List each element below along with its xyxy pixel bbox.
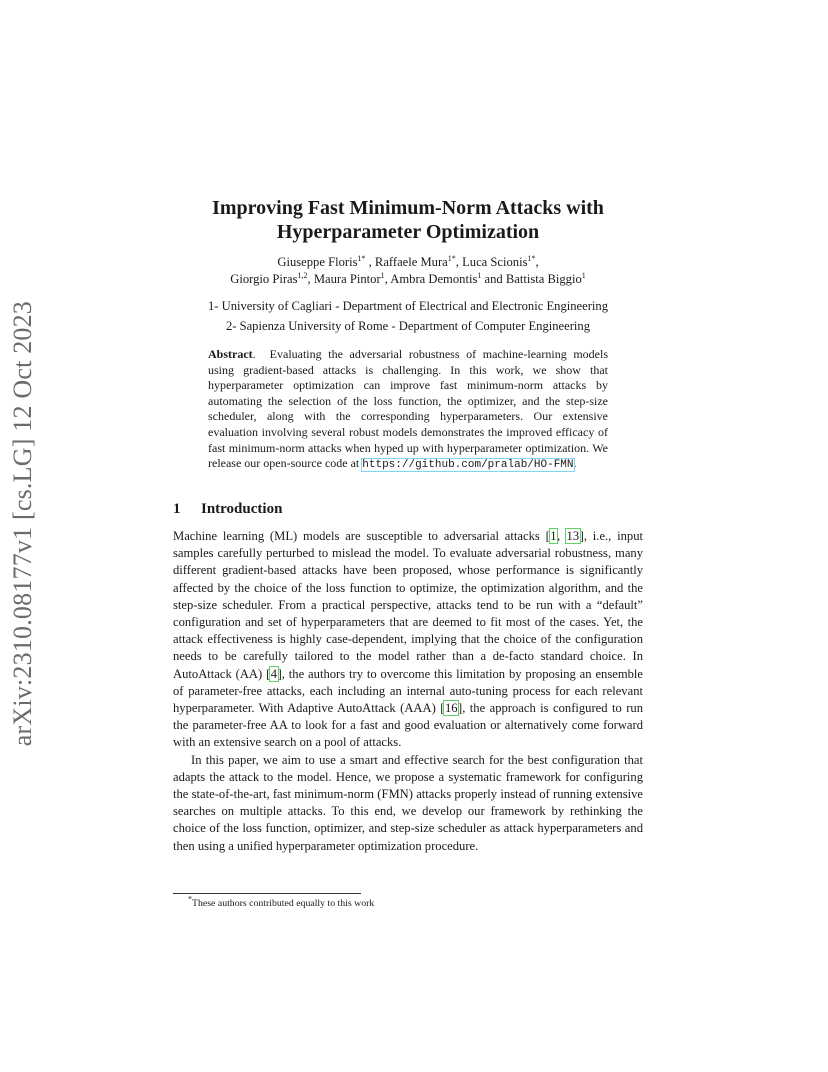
paragraph-1 xyxy=(173,528,643,752)
paragraph-text: ], the authors try to overcome this limitation by proposing an ensemble of parameter-free attacks, each including an internal auto-tuning process for each relevant hyperparameter. With Adaptive AutoAttack (AAA) [ xyxy=(173,666,644,716)
affiliation-2: 2- Sapienza University of Rome - Department of Computer Engineering xyxy=(225,319,591,333)
author-line-1: Giuseppe Floris$^{1*}$ , Raffaele Mura$^{1*}$, Luca Scionis$^{1*}$, xyxy=(277,253,539,269)
author-affil-mark: 1* xyxy=(527,253,536,263)
citation-link[interactable]: 16 xyxy=(444,701,458,716)
citation-link[interactable]: 13 xyxy=(566,529,580,543)
code-repo-link[interactable]: https://github.com/pralab/HO-FMN xyxy=(362,459,574,472)
arxiv-side-stamp xyxy=(6,289,40,759)
author-name: Luca Scionis xyxy=(462,255,528,269)
footnote-mark: * xyxy=(188,894,192,904)
author-name: Ambra Demontis xyxy=(390,272,478,286)
author-affil-mark: 1* xyxy=(357,253,366,263)
author-affil-mark: 1 xyxy=(477,270,482,280)
section-title: Introduction xyxy=(201,501,283,517)
paragraph-text: , xyxy=(557,529,567,543)
author-affil-mark: 1* xyxy=(447,253,456,263)
citation-link[interactable]: 1 xyxy=(550,529,557,543)
abstract-label: Abstract xyxy=(208,347,253,361)
author-name: Giuseppe Floris xyxy=(277,255,358,269)
author-line-2: Giorgio Piras$^{1,2}$, Maura Pintor$^1$, Ambra Demontis$^1$ and Battista Biggio$^1$ xyxy=(230,270,586,286)
paragraph-2: In this paper, we aim to use a smart and effective search for the best configuration that adapts the attack to the model. Hence, we propose a systematic framework for configuring the state-of-the-art, fast minimum-norm (FMN) attacks properly instead of running extensive searches on multiple attacks. To this end, we develop our framework by rethinking the choice of the loss function, optimizer, and step-size scheduler as attack hyperparameters and then using a unified hyperparameter optimization procedure. xyxy=(173,752,643,853)
arxiv-identifier: arXiv:2310.08177v1 [cs.LG] 12 Oct 2023 xyxy=(8,301,37,747)
citation-link[interactable]: 4 xyxy=(270,666,278,681)
footnote-divider xyxy=(173,893,361,894)
title-line-1: Improving Fast Minimum-Norm Attacks with xyxy=(212,197,604,219)
abstract: Abstract. Evaluating the adversarial robustness of machine-learning models using gradient-based attacks is challenging. In this work, we show that hyperparameter optimization can improve fast minimum-norm attacks by automating the selection of the loss function, the optimizer, and the step-size scheduler, along with the corresponding hyperparameters. Our extensive evaluation involving several robust models demonstrates the improved efficacy of fast minimum-norm attacks when hyped up with hyperparameter optimization. We release our open-source code at https://github.com/pralab/HO-FMN. xyxy=(208,347,608,472)
affiliation-1: 1- University of Cagliari - Department of Electrical and Electronic Engineering xyxy=(207,299,609,313)
author-name: Maura Pintor xyxy=(313,272,381,286)
footnote-text: These authors contributed equally to this work xyxy=(192,898,375,909)
author-name: Battista Biggio xyxy=(505,272,582,286)
section-heading xyxy=(173,500,282,518)
paragraph-text: ], the approach is configured to run the parameter-free AA to look for a fast and good evaluation or alternatively come forward with an extensive search on a pool of attacks. xyxy=(173,701,643,750)
affiliations xyxy=(170,296,646,336)
author-name: Raffaele Mura xyxy=(374,255,448,269)
author-name: Giorgio Piras xyxy=(230,272,298,286)
paragraph-text: ], i.e., input samples carefully perturbed to mislead the model. To evaluate adversarial robustness, many different gradient-based attacks have been proposed, whose performance is significantly affected by the choice of the loss function to optimize, the optimization algorithm, and the step-size scheduler. From a practical perspective, attacks tend to be run with a “default” configuration and set of hyperparameters that are deemed to fit most of the cases. Yet, the attack effectiveness is highly case-dependent, implying that the choice of the configuration needs to be carefully tailored to the model rather than a de-facto standard choice. In AutoAttack (AA) [ xyxy=(173,529,644,681)
paragraph-text: Machine learning (ML) models are susceptible to adversarial attacks [ xyxy=(173,529,550,543)
author-affil-mark: 1 xyxy=(380,270,385,280)
section-number: 1 xyxy=(173,501,181,517)
title-line-2: Hyperparameter Optimization xyxy=(276,221,540,243)
paper-title xyxy=(120,196,696,244)
section-body xyxy=(173,528,643,855)
author-list xyxy=(130,254,686,288)
author-affil-mark: 1 xyxy=(581,270,586,280)
abstract-text: Evaluating the adversarial robustness of machine-learning models using gradient-based attacks is challenging. In this work, we show that hyperparameter optimization can improve fast minimum-norm attacks by automating the selection of the loss function, the optimizer, and the step-size scheduler, along with the corresponding hyperparameters. Our extensive evaluation involving several robust models demonstrates the improved efficacy of fast minimum-norm attacks when hyped up with hyperparameter optimization. We release our open-source code at xyxy=(208,347,608,471)
footnote xyxy=(188,894,375,910)
author-affil-mark: 1,2 xyxy=(297,270,308,280)
